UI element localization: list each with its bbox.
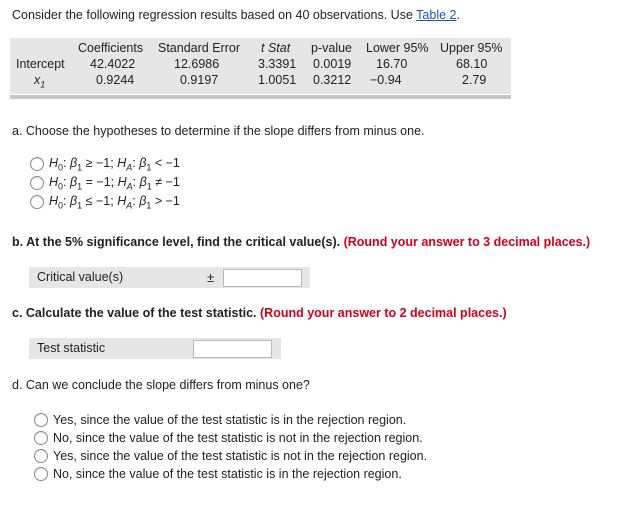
radio-button[interactable] — [30, 157, 44, 171]
radio-button[interactable] — [34, 413, 48, 427]
question-b-rounding-note: (Round your answer to 3 decimal places.) — [343, 235, 591, 249]
header-p-value: p-value — [311, 41, 352, 55]
table-2-link[interactable]: Table 2 — [416, 8, 457, 22]
cell-intercept-lower: 16.70 — [376, 57, 408, 71]
question-c — [12, 306, 507, 320]
cell-x1-tstat: 1.0051 — [258, 73, 297, 87]
radio-button[interactable] — [34, 467, 48, 481]
row-label-x1: $x_1$ — [34, 73, 46, 90]
conclusion-option-3[interactable] — [34, 447, 427, 465]
cell-x1-se: 0.9197 — [180, 73, 219, 87]
cell-x1-coef: 0.9244 — [96, 73, 135, 87]
cell-intercept-tstat: 3.3391 — [258, 57, 297, 71]
intro-text — [12, 8, 460, 22]
radio-button[interactable] — [30, 195, 44, 209]
hypothesis-option-1[interactable] — [30, 155, 180, 173]
cell-intercept-se: 12.6986 — [174, 57, 220, 71]
table-scrollbar[interactable] — [10, 95, 511, 99]
question-d: d. Can we conclude the slope differs from minus one? — [12, 378, 310, 392]
question-b — [12, 235, 590, 249]
plus-minus-sign: ± — [207, 270, 215, 285]
conclusion-option-1[interactable] — [34, 411, 406, 429]
conclusion-option-4[interactable] — [34, 465, 402, 483]
test-statistic-input[interactable] — [193, 340, 272, 358]
question-b-text: b. At the 5% significance level, find the critical value(s). — [12, 235, 341, 249]
hypothesis-label: $H_0$: $\beta_1 \ge -1$; $H_A$: $\beta_1 < -1$ — [49, 155, 180, 173]
header-standard-error: Standard Error — [158, 41, 240, 55]
intro-sentence: Consider the following regression results based on 40 observations. Use — [12, 8, 417, 22]
conclusion-option-2[interactable] — [34, 429, 423, 447]
cell-intercept-upper: 68.10 — [456, 57, 488, 71]
conclusion-label: Yes, since the value of the test statistic is not in the rejection region. — [53, 449, 428, 463]
hypothesis-option-3[interactable] — [30, 193, 180, 211]
radio-button[interactable] — [30, 176, 44, 190]
test-statistic-panel — [29, 338, 281, 359]
radio-button[interactable] — [34, 449, 48, 463]
critical-value-panel — [29, 267, 310, 288]
hypothesis-label: $H_0$: $\beta_1 = -1$; $H_A$: $\beta_1 \ne -1$ — [49, 174, 180, 192]
test-statistic-label: Test statistic — [37, 341, 106, 355]
header-t-stat: t Stat — [261, 41, 291, 55]
hypothesis-label: $H_0$: $\beta_1 \le -1$; $H_A$: $\beta_1 > -1$ — [49, 193, 180, 211]
question-a: a. Choose the hypotheses to determine if the slope differs from minus one. — [12, 124, 425, 138]
cell-x1-pvalue: 0.3212 — [313, 73, 352, 87]
cell-x1-lower: −0.94 — [370, 73, 402, 87]
conclusion-label: No, since the value of the test statistic is not in the rejection region. — [53, 431, 423, 445]
header-upper-95: Upper 95% — [440, 41, 503, 55]
regression-table — [10, 38, 511, 94]
header-coefficients: Coefficients — [78, 41, 144, 55]
hypothesis-option-2[interactable] — [30, 174, 180, 192]
critical-value-label: Critical value(s) — [37, 270, 124, 284]
cell-intercept-pvalue: 0.0019 — [313, 57, 352, 71]
cell-x1-upper: 2.79 — [462, 73, 487, 87]
question-c-text: c. Calculate the value of the test statistic. — [12, 306, 257, 320]
conclusion-label: Yes, since the value of the test statistic is in the rejection region. — [53, 413, 407, 427]
header-lower-95: Lower 95% — [366, 41, 429, 55]
conclusion-label: No, since the value of the test statistic is in the rejection region. — [53, 467, 402, 481]
radio-button[interactable] — [34, 431, 48, 445]
critical-value-input[interactable] — [223, 269, 302, 287]
question-c-rounding-note: (Round your answer to 2 decimal places.) — [260, 306, 507, 320]
cell-intercept-coef: 42.4022 — [90, 57, 136, 71]
intro-period: . — [456, 8, 460, 22]
row-label-intercept: Intercept — [16, 57, 65, 71]
